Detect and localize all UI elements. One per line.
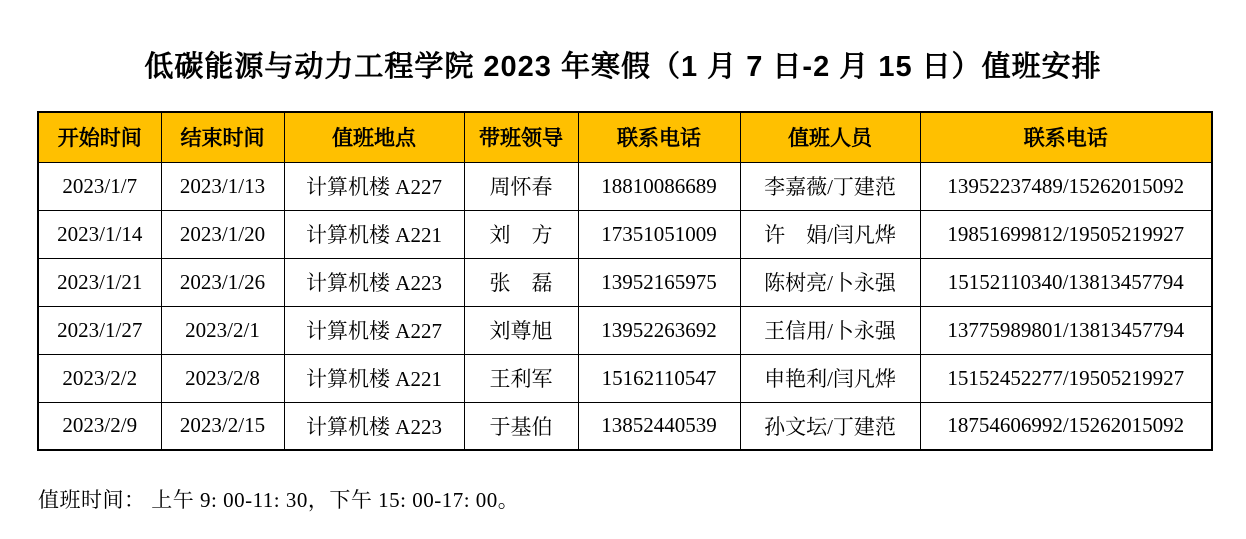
cell-duty-staff: 许 娟/闫凡烨 [740, 210, 920, 258]
table-row [38, 162, 1212, 210]
cell-end-time: 2023/1/26 [161, 258, 284, 306]
cell-end-time: 2023/2/1 [161, 306, 284, 354]
cell-duty-place: 计算机楼 A223 [284, 258, 464, 306]
cell-leader-phone: 15162110547 [578, 354, 740, 402]
table-row [38, 258, 1212, 306]
column-header-start-time: 开始时间 [38, 112, 161, 162]
cell-duty-staff: 王信用/卜永强 [740, 306, 920, 354]
cell-duty-leader: 周怀春 [464, 162, 578, 210]
duty-schedule-table [37, 111, 1213, 451]
cell-start-time: 2023/1/21 [38, 258, 161, 306]
column-header-duty-place: 值班地点 [284, 112, 464, 162]
duty-hours-note: 值班时间： 上午 9: 00-11: 30，下午 15: 00-17: 00。 [38, 488, 520, 512]
cell-start-time: 2023/2/9 [38, 402, 161, 450]
cell-duty-place: 计算机楼 A221 [284, 210, 464, 258]
cell-leader-phone: 13952263692 [578, 306, 740, 354]
cell-end-time: 2023/1/13 [161, 162, 284, 210]
cell-leader-phone: 17351051009 [578, 210, 740, 258]
cell-staff-phone: 19851699812/19505219927 [920, 210, 1212, 258]
cell-staff-phone: 18754606992/15262015092 [920, 402, 1212, 450]
cell-leader-phone: 13852440539 [578, 402, 740, 450]
cell-duty-place: 计算机楼 A227 [284, 162, 464, 210]
table-row [38, 210, 1212, 258]
cell-duty-leader: 刘 方 [464, 210, 578, 258]
cell-duty-leader: 王利军 [464, 354, 578, 402]
cell-end-time: 2023/1/20 [161, 210, 284, 258]
column-header-duty-leader: 带班领导 [464, 112, 578, 162]
cell-duty-place: 计算机楼 A221 [284, 354, 464, 402]
column-header-leader-phone: 联系电话 [578, 112, 740, 162]
table-row [38, 354, 1212, 402]
cell-duty-place: 计算机楼 A227 [284, 306, 464, 354]
cell-duty-leader: 于基伯 [464, 402, 578, 450]
cell-leader-phone: 18810086689 [578, 162, 740, 210]
cell-end-time: 2023/2/15 [161, 402, 284, 450]
cell-staff-phone: 15152110340/13813457794 [920, 258, 1212, 306]
table-row [38, 306, 1212, 354]
cell-duty-staff: 孙文坛/丁建范 [740, 402, 920, 450]
cell-staff-phone: 15152452277/19505219927 [920, 354, 1212, 402]
cell-duty-place: 计算机楼 A223 [284, 402, 464, 450]
cell-start-time: 2023/1/27 [38, 306, 161, 354]
cell-start-time: 2023/1/7 [38, 162, 161, 210]
table-header-row [38, 112, 1212, 162]
column-header-end-time: 结束时间 [161, 112, 284, 162]
cell-duty-staff: 陈树亮/卜永强 [740, 258, 920, 306]
cell-start-time: 2023/1/14 [38, 210, 161, 258]
cell-start-time: 2023/2/2 [38, 354, 161, 402]
cell-staff-phone: 13952237489/15262015092 [920, 162, 1212, 210]
table-row [38, 402, 1212, 450]
cell-duty-leader: 张 磊 [464, 258, 578, 306]
cell-staff-phone: 13775989801/13813457794 [920, 306, 1212, 354]
cell-duty-staff: 李嘉薇/丁建范 [740, 162, 920, 210]
page-title: 低碳能源与动力工程学院 2023 年寒假（1 月 7 日-2 月 15 日）值班安排 [144, 51, 1102, 83]
column-header-duty-staff: 值班人员 [740, 112, 920, 162]
cell-duty-staff: 申艳利/闫凡烨 [740, 354, 920, 402]
cell-duty-leader: 刘尊旭 [464, 306, 578, 354]
column-header-staff-phone: 联系电话 [920, 112, 1212, 162]
cell-leader-phone: 13952165975 [578, 258, 740, 306]
cell-end-time: 2023/2/8 [161, 354, 284, 402]
